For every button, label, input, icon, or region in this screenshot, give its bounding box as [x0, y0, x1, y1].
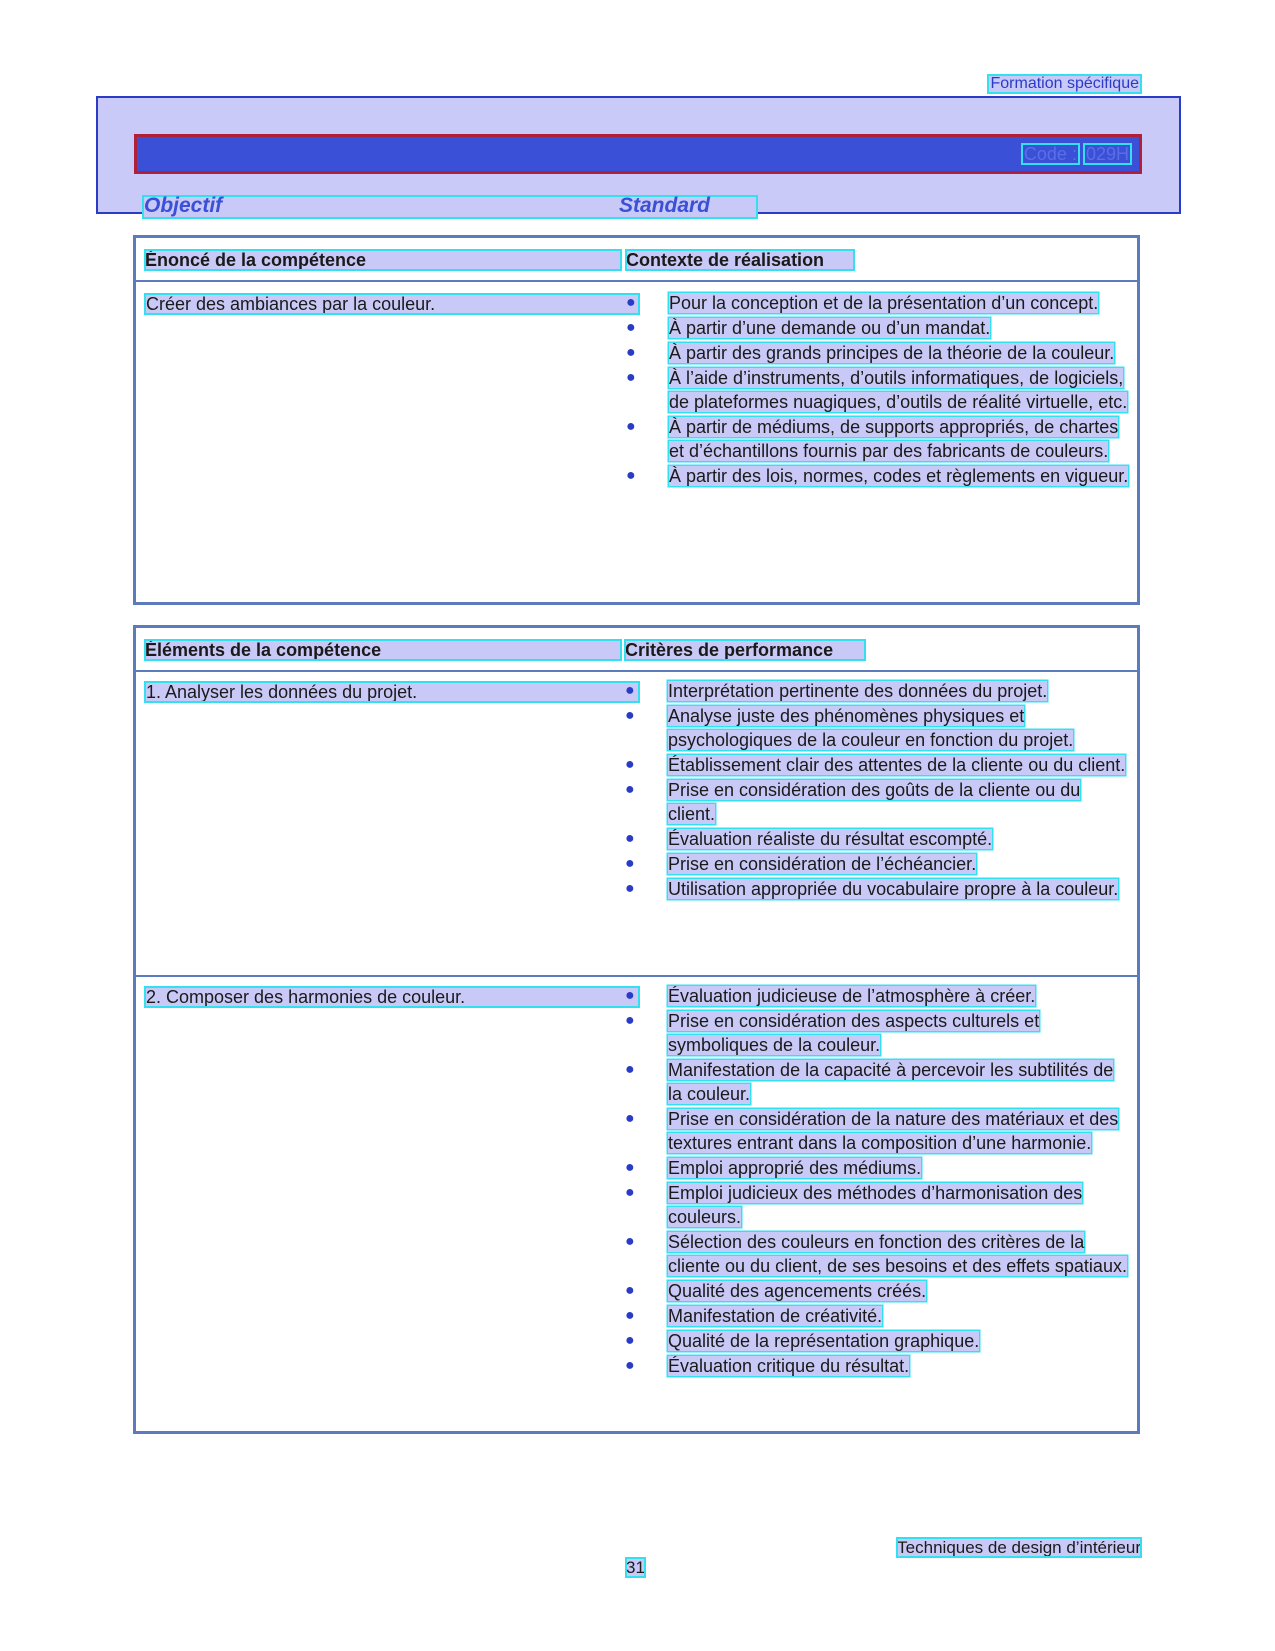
code-bar	[134, 134, 1142, 174]
list-item	[625, 1230, 1129, 1278]
list-item	[626, 341, 1129, 365]
element-label: 2. Composer des harmonies de couleur.	[145, 987, 639, 1007]
bullet-icon: ●	[625, 880, 635, 897]
code-label	[1022, 144, 1131, 164]
bullet-icon: ●	[626, 294, 636, 311]
list-item-text: Manifestation de la capacité à percevoir les subtilités de la couleur.	[668, 1060, 1114, 1104]
section-standard: Standard	[619, 194, 711, 217]
list-item-text: Utilisation appropriée du vocabulaire propre à la couleur.	[668, 879, 1119, 899]
code-value: 029H	[1085, 144, 1129, 164]
list-item	[625, 1107, 1129, 1155]
list-item-text: À partir de médiums, de supports appropriés, de chartes et d’échantillons fournis par des fabricants de couleurs.	[669, 417, 1119, 461]
elements-heading: Éléments de la compétence	[145, 640, 621, 660]
list-item	[626, 291, 1129, 315]
bullet-icon: ●	[625, 1110, 635, 1127]
list-item	[626, 464, 1129, 488]
list-item-text: Établissement clair des attentes de la cliente ou du client.	[668, 755, 1126, 775]
competence-statement-heading: Énoncé de la compétence	[145, 250, 621, 270]
bullet-icon: ●	[625, 1307, 635, 1324]
bullet-icon: ●	[625, 830, 635, 847]
criteria-heading: Critères de performance	[625, 640, 865, 660]
list-item	[625, 1156, 1129, 1180]
list-item	[625, 704, 1129, 752]
list-item-text: À partir d’une demande ou d’un mandat.	[669, 318, 991, 338]
list-item-text: Emploi judicieux des méthodes d’harmonisation des couleurs.	[668, 1183, 1083, 1227]
list-item-text: Interprétation pertinente des données du projet.	[668, 681, 1048, 701]
bullet-icon: ●	[625, 1061, 635, 1078]
list-item	[625, 1329, 1129, 1353]
element-row-1	[136, 672, 1137, 975]
program-label: Formation spécifique	[990, 75, 1139, 92]
list-item-text: Évaluation critique du résultat.	[668, 1356, 910, 1376]
section-titles	[144, 194, 754, 218]
list-item	[626, 415, 1129, 463]
bullet-icon: ●	[625, 756, 635, 773]
bullet-icon: ●	[626, 344, 636, 361]
footer-program-name: Techniques de design d’intérieur	[897, 1538, 1141, 1557]
list-item	[625, 1279, 1129, 1303]
bullet-icon: ●	[625, 707, 635, 724]
criteria-list-2	[625, 984, 1129, 1379]
competence-statement: Créer des ambiances par la couleur.	[145, 294, 639, 314]
list-item-text: Évaluation judicieuse de l’atmosphère à créer.	[668, 986, 1036, 1006]
list-item-text: Évaluation réaliste du résultat escompté.	[668, 829, 993, 849]
list-item-text: Prise en considération des goûts de la cliente ou du client.	[668, 780, 1081, 824]
bullet-icon: ●	[625, 1282, 635, 1299]
bullet-icon: ●	[626, 319, 636, 336]
elements-box	[133, 625, 1140, 1434]
bullet-icon: ●	[626, 418, 636, 435]
list-item-text: Qualité des agencements créés.	[668, 1281, 927, 1301]
list-item	[625, 852, 1129, 876]
list-item	[625, 1181, 1129, 1229]
list-item	[625, 753, 1129, 777]
list-item-text: À l’aide d’instruments, d’outils informatiques, de logiciels, de plateformes nuagiques, d’outils de réalité virtuelle, etc.	[669, 368, 1128, 412]
bullet-icon: ●	[625, 1332, 635, 1349]
list-item	[625, 827, 1129, 851]
competence-box	[133, 235, 1140, 605]
list-item-text: Prise en considération des aspects culturels et symboliques de la couleur.	[668, 1011, 1040, 1055]
bullet-icon: ●	[625, 682, 635, 699]
list-item-text: Manifestation de créativité.	[668, 1306, 883, 1326]
bullet-icon: ●	[625, 987, 635, 1004]
elements-box-header	[136, 628, 1137, 672]
bullet-icon: ●	[625, 855, 635, 872]
list-item-text: À partir des grands principes de la théorie de la couleur.	[669, 343, 1115, 363]
list-item-text: Qualité de la représentation graphique.	[668, 1331, 980, 1351]
list-item-text: Sélection des couleurs en fonction des critères de la cliente ou du client, de ses besoins et des effets spatiaux.	[668, 1232, 1127, 1276]
list-item	[625, 778, 1129, 826]
bullet-icon: ●	[625, 1159, 635, 1176]
list-item	[625, 1304, 1129, 1328]
code-label-text: Code :	[1023, 144, 1077, 164]
list-item	[625, 984, 1129, 1008]
list-item-text: Emploi approprié des médiums.	[668, 1158, 922, 1178]
list-item-text: Pour la conception et de la présentation d’un concept.	[669, 293, 1099, 313]
bullet-icon: ●	[625, 781, 635, 798]
list-item	[625, 1058, 1129, 1106]
context-heading: Contexte de réalisation	[626, 250, 854, 270]
bullet-icon: ●	[626, 369, 636, 386]
context-list	[626, 291, 1129, 489]
list-item	[625, 679, 1129, 703]
bullet-icon: ●	[625, 1184, 635, 1201]
element-row-2	[136, 975, 1137, 1433]
list-item-text: Analyse juste des phénomènes physiques et psychologiques de la couleur en fonction du projet.	[668, 706, 1074, 750]
bullet-icon: ●	[625, 1357, 635, 1374]
list-item	[625, 1009, 1129, 1057]
competence-row	[136, 282, 1137, 604]
bullet-icon: ●	[625, 1233, 635, 1250]
list-item	[626, 366, 1129, 414]
list-item-text: À partir des lois, normes, codes et règlements en vigueur.	[669, 466, 1129, 486]
list-item-text: Prise en considération de l’échéancier.	[668, 854, 977, 874]
bullet-icon: ●	[625, 1012, 635, 1029]
page-number: 31	[626, 1558, 645, 1577]
competence-box-header	[136, 238, 1137, 282]
list-item-text: Prise en considération de la nature des matériaux et des textures entrant dans la composition d’une harmonie.	[668, 1109, 1119, 1153]
list-item	[626, 316, 1129, 340]
section-objective: Objectif	[144, 194, 223, 217]
list-item	[625, 1354, 1129, 1378]
bullet-icon: ●	[626, 467, 636, 484]
element-label: 1. Analyser les données du projet.	[145, 682, 639, 702]
criteria-list-1	[625, 679, 1129, 902]
list-item	[625, 877, 1129, 901]
